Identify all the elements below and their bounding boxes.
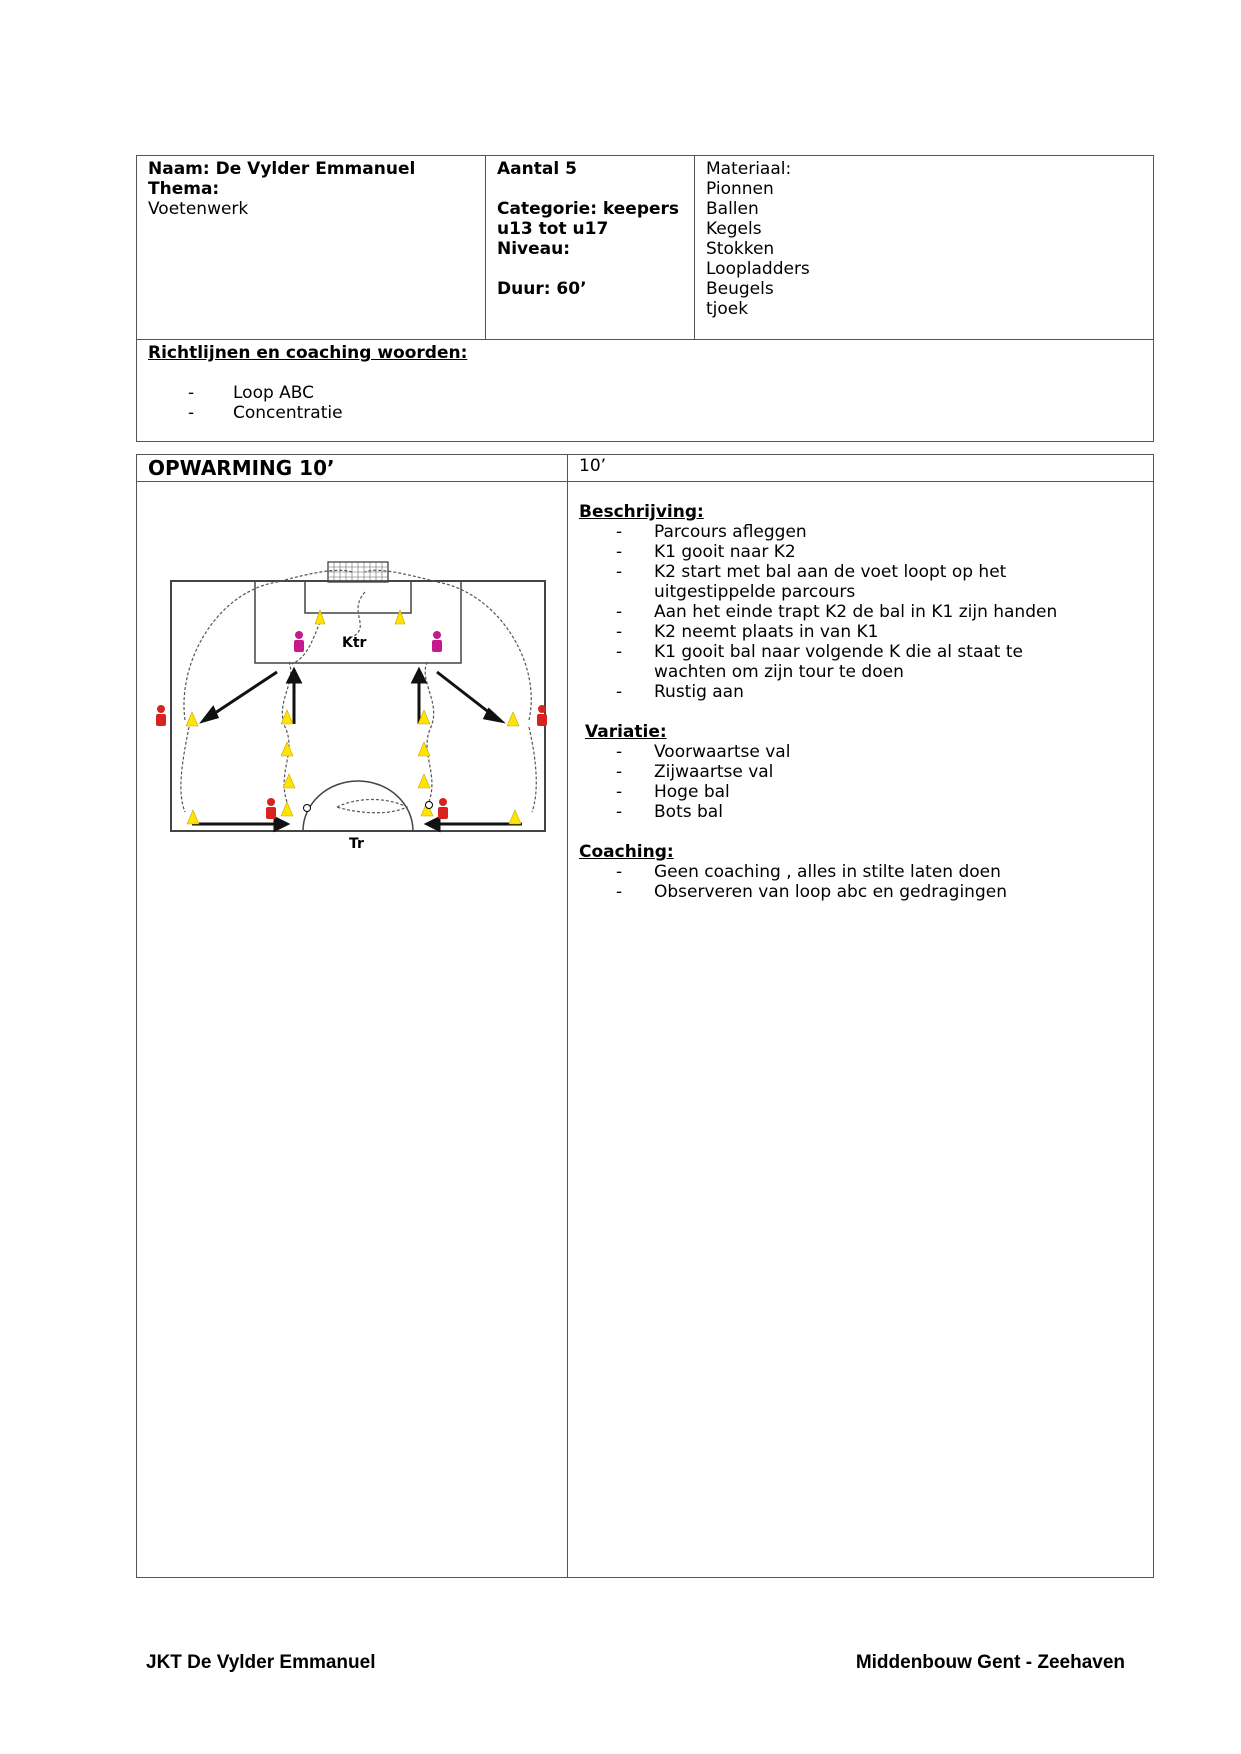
thema-value: Voetenwerk (148, 199, 249, 219)
thema-label: Thema: (148, 179, 220, 199)
niveau: Niveau: (497, 239, 571, 259)
opwarming-duration: 10’ (579, 456, 607, 476)
opwarming-title-cell (137, 455, 568, 482)
list-item: - K2 neemt plaats in van K1 (616, 622, 879, 642)
coaching-list (579, 862, 1142, 902)
center-arc (303, 781, 413, 831)
richtlijnen-title: Richtlijnen en coaching woorden: (148, 343, 468, 363)
materiaal-label: Materiaal: (706, 159, 792, 179)
footer-right: Middenbouw Gent - Zeehaven (855, 1652, 1125, 1673)
list-item: - K2 start met bal aan de voet loopt op het uitgestippelde parcours (616, 562, 1007, 602)
opwarming-duration-cell (568, 455, 1154, 482)
keeper-left (156, 705, 166, 726)
opwarming-table (136, 454, 1154, 1578)
beschrijving-list (579, 522, 1094, 702)
beschrijving-title: Beschrijving: (579, 502, 704, 522)
header-table (136, 155, 1154, 442)
arrows (192, 670, 522, 830)
categorie-line1: Categorie: keepers (497, 199, 680, 219)
opwarming-title: OPWARMING 10’ (148, 456, 335, 480)
naam-thema-cell (137, 156, 486, 340)
materiaal-item: Stokken (706, 239, 775, 259)
aantal: Aantal 5 (497, 159, 577, 179)
dashed-routes (181, 570, 536, 812)
keeper-trainer-right (432, 631, 442, 652)
materiaal-item: Kegels (706, 219, 762, 239)
keeper-right (537, 705, 547, 726)
keeper-bottom-left (266, 798, 276, 819)
variatie-list (579, 742, 1142, 822)
variatie-title: Variatie: (585, 722, 667, 742)
list-item: - Voorwaartse val (616, 742, 791, 762)
list-item: - Loop ABC (188, 383, 315, 403)
ktr-label: Ktr (342, 635, 367, 651)
list-item: - Bots bal (616, 802, 723, 822)
tr-label: Tr (349, 836, 364, 852)
diagram-cell (137, 482, 568, 1578)
list-item: - Geen coaching , alles in stilte laten doen (616, 862, 1001, 882)
list-item: - K1 gooit naar K2 (616, 542, 796, 562)
list-item: - Hoge bal (616, 782, 730, 802)
list-item: - Observeren van loop abc en gedragingen (616, 882, 1007, 902)
description-cell (568, 482, 1154, 1578)
richtlijnen-cell (137, 340, 1154, 442)
materiaal-item: Loopladders (706, 259, 810, 279)
materiaal-item: Pionnen (706, 179, 774, 199)
materiaal-cell (695, 156, 1154, 340)
list-item: - K1 gooit bal naar volgende K die al staat te wachten om zijn tour te doen (616, 642, 1023, 682)
naam: Naam: De Vylder Emmanuel (148, 159, 416, 179)
list-item: - Rustig aan (616, 682, 744, 702)
list-item: - Zijwaartse val (616, 762, 774, 782)
list-item: - Aan het einde trapt K2 de bal in K1 zijn handen (616, 602, 1058, 622)
keeper-bottom-right (438, 798, 448, 819)
aantal-cell (486, 156, 695, 340)
footer-left: JKT De Vylder Emmanuel (146, 1652, 376, 1673)
players (156, 631, 547, 819)
materiaal-item: Ballen (706, 199, 759, 219)
duur: Duur: 60’ (497, 279, 587, 299)
materiaal-item: Beugels (706, 279, 774, 299)
ball (426, 802, 433, 809)
list-item: - Concentratie (188, 403, 343, 423)
categorie-line2: u13 tot u17 (497, 219, 609, 239)
ball (304, 805, 311, 812)
list-item: - Parcours afleggen (616, 522, 807, 542)
coaching-title: Coaching: (579, 842, 674, 862)
training-diagram (137, 512, 567, 852)
keeper-trainer-left (294, 631, 304, 652)
richtlijnen-list (148, 383, 1142, 423)
materiaal-item: tjoek (706, 299, 749, 319)
